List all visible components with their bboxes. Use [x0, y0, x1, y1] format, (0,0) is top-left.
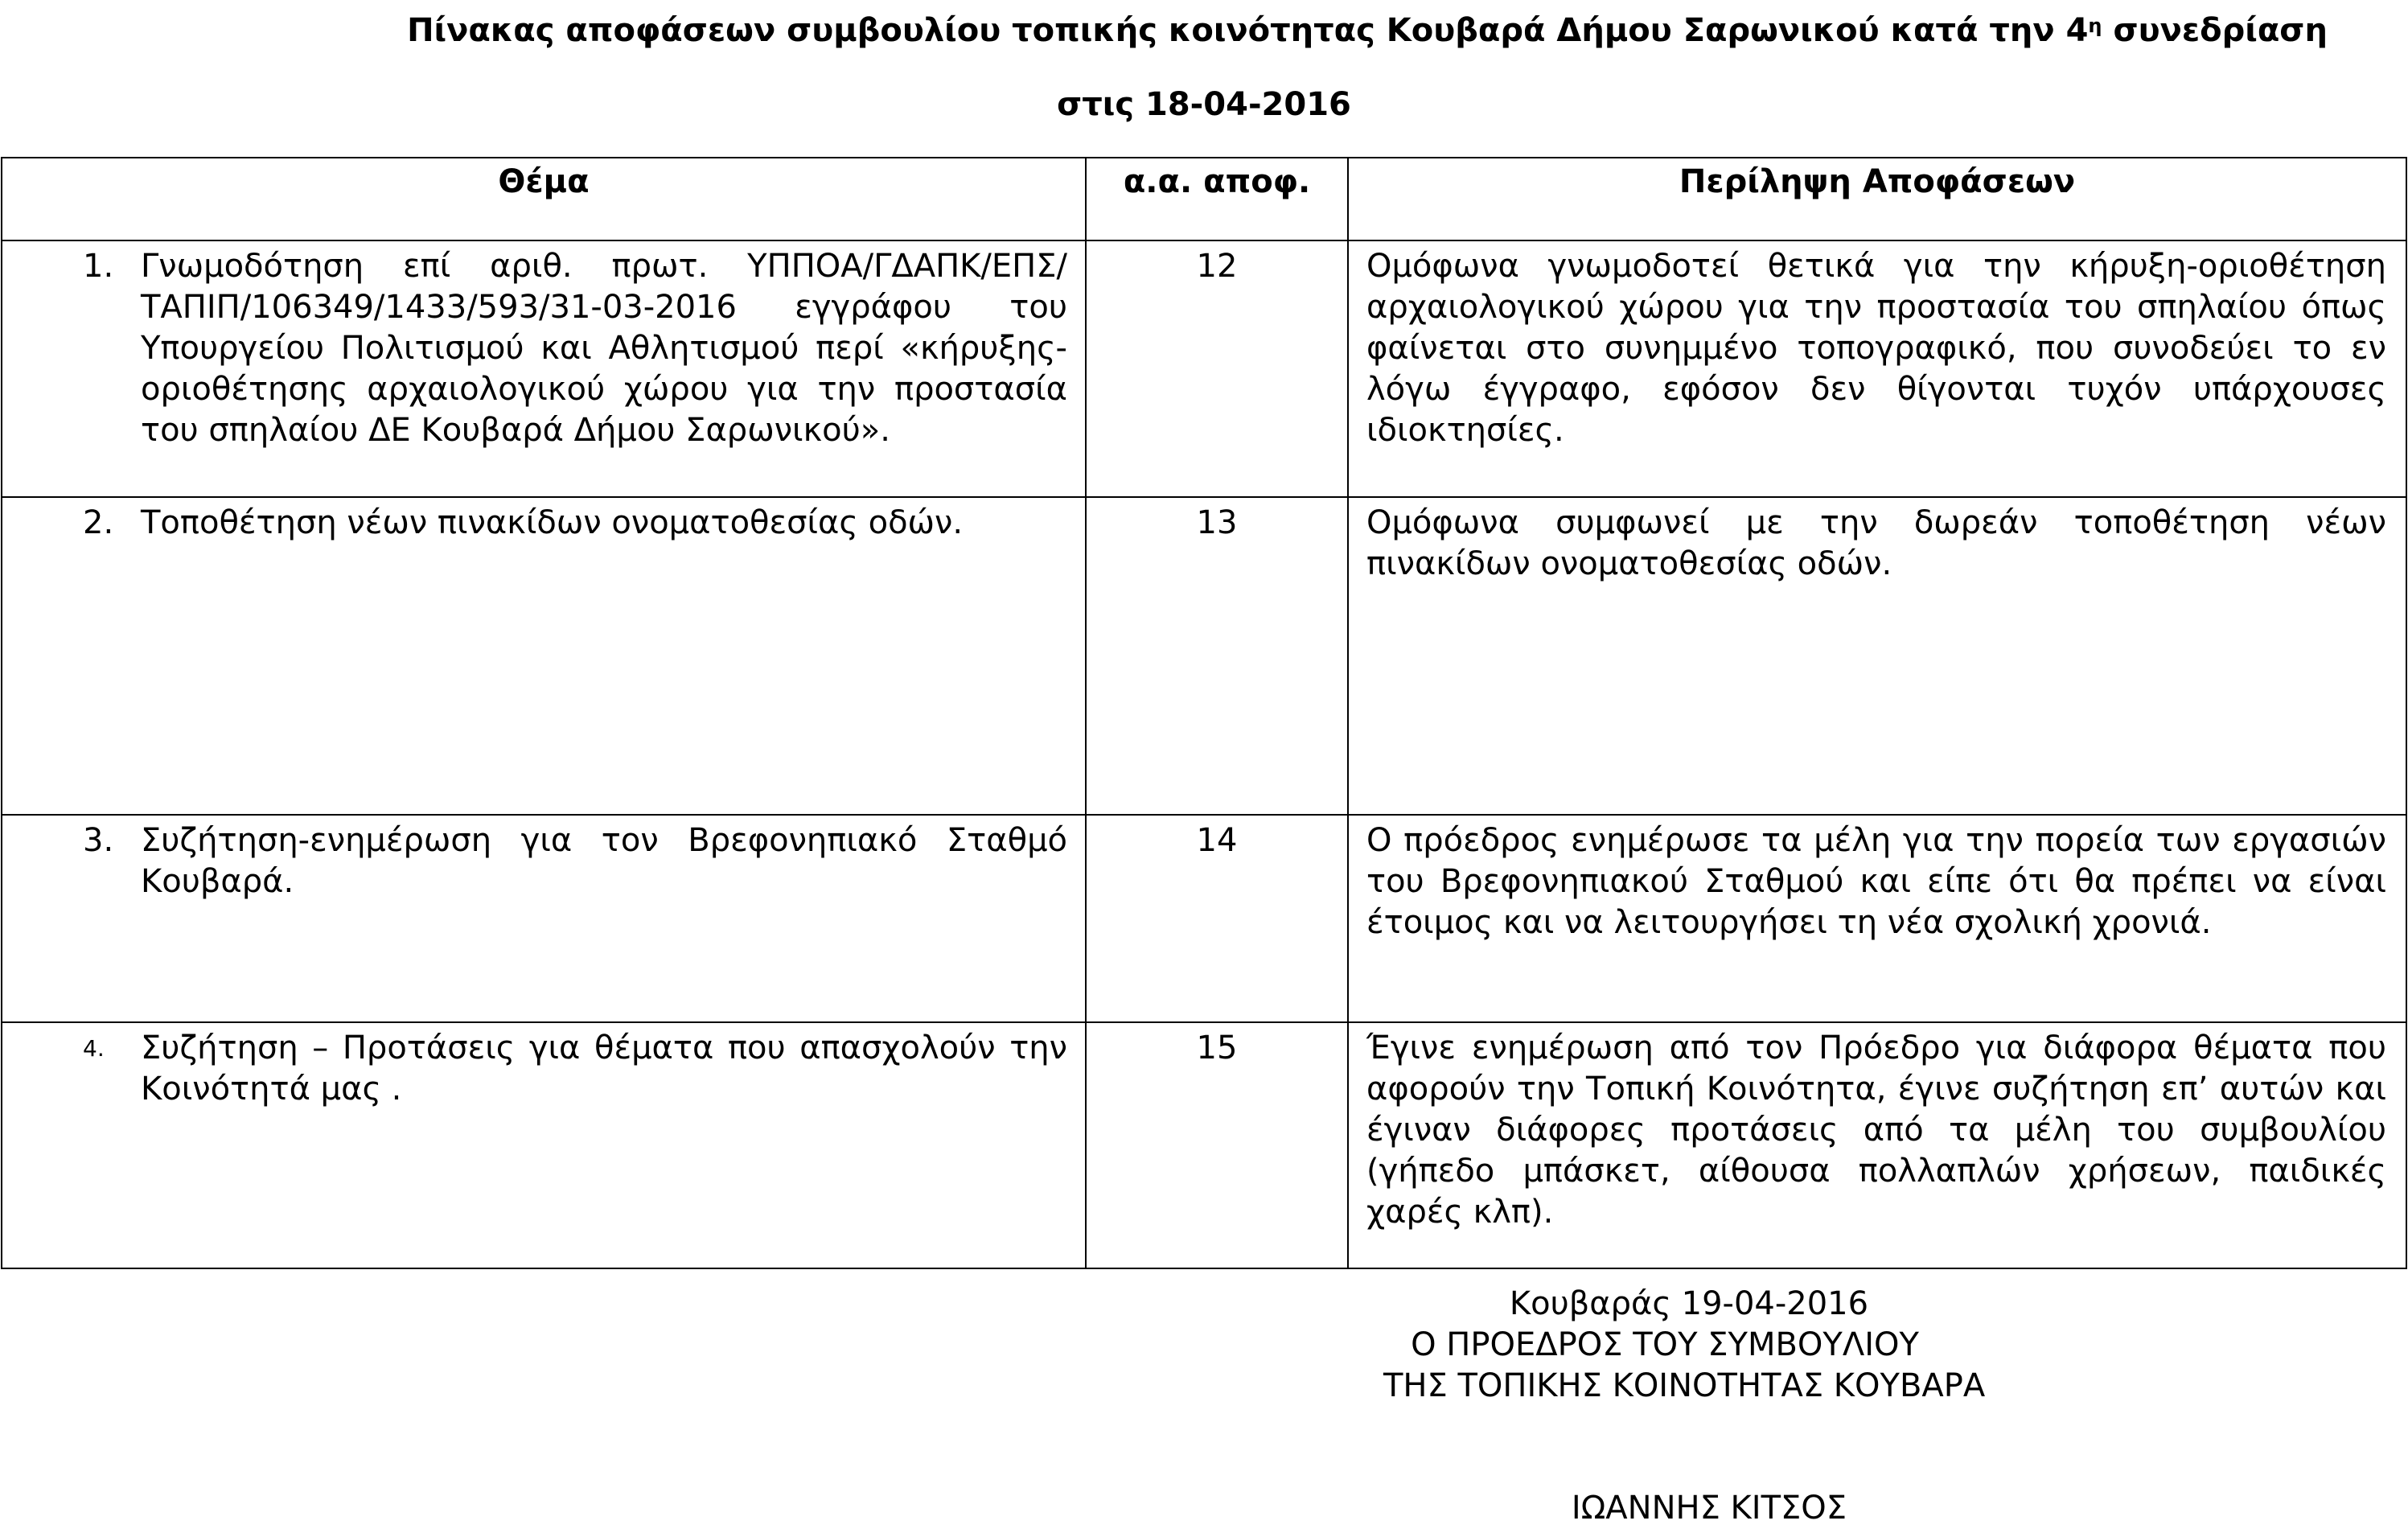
- document-title-suffix: συνεδρίαση: [2102, 12, 2328, 49]
- header-topic: Θέμα: [2, 158, 1086, 240]
- signature-place-date: Κουβαράς 19-04-2016: [1509, 1285, 1869, 1322]
- signature-role-line1: Ο ΠΡΟΕΔΡΟΣ ΤΟΥ ΣΥΜΒΟΥΛΙΟΥ: [1411, 1326, 1919, 1363]
- document-date: στις 18-04-2016: [1057, 86, 1351, 123]
- summary-cell: Ομόφωνα γνωμοδοτεί θετικά για την κήρυξη-οριοθέτηση αρχαιολογικού χώρου για την προστασία του σπηλαίου όπως φαίνεται στο συνημμένο τοπογραφικό, που συνοδεύει το εν λόγω έγγραφο, εφόσον δεν θίγονται τυχόν υπάρχουσες ιδιοκτησίες.: [1348, 240, 2406, 497]
- row-index: 4.: [83, 1035, 105, 1062]
- decision-number-cell: 13: [1086, 497, 1348, 815]
- topic-cell: [2, 497, 1086, 815]
- document-title: [407, 11, 2328, 50]
- header-decision-number: α.α. αποφ.: [1086, 158, 1348, 240]
- document-title-superscript: η: [2088, 14, 2102, 37]
- topic-cell: [2, 240, 1086, 497]
- decision-number-cell: 14: [1086, 815, 1348, 1022]
- signature-role-line2: ΤΗΣ ΤΟΠΙΚΗΣ ΚΟΙΝΟΤΗΤΑΣ ΚΟΥΒΑΡΑ: [1383, 1367, 1986, 1404]
- row-index: 2.: [83, 504, 114, 541]
- row-index: 1.: [83, 248, 114, 285]
- decisions-table: [1, 157, 2407, 1269]
- topic-text: Συζήτηση-ενημέρωση για τον Βρεφονηπιακό Σταθμό Κουβαρά.: [141, 822, 1067, 900]
- table-row: [2, 240, 2406, 497]
- summary-cell: Ο πρόεδρος ενημέρωσε τα μέλη για την πορεία των εργασιών του Βρεφονηπιακού Σταθμού και είπε ότι θα πρέπει να είναι έτοιμος και να λειτουργήσει τη νέα σχολική χρονιά.: [1348, 815, 2406, 1022]
- topic-text: Τοποθέτηση νέων πινακίδων ονοματοθεσίας οδών.: [141, 504, 964, 541]
- row-index: 3.: [83, 822, 114, 859]
- summary-cell: Έγινε ενημέρωση από τον Πρόεδρο για διάφορα θέματα που αφορούν την Τοπική Κοινότητα, έγινε συζήτηση επ’ αυτών και έγιναν διάφορες προτάσεις από τα μέλη του συμβουλίου (γήπεδο μπάσκετ, αίθουσα πολλαπλών χρήσεων, παιδικές χαρές κλπ).: [1348, 1022, 2406, 1268]
- topic-text: Γνωμοδότηση επί αριθ. πρωτ. ΥΠΠΟΑ/ΓΔΑΠΚ/ΕΠΣ/ΤΑΠΙΠ/106349/1433/593/31-03-2016 εγγράφου του Υπουργείου Πολιτισμού και Αθλητισμού περί «κήρυξης-οριοθέτησης αρχαιολογικού χώρου για την προστασία του σπηλαίου ΔΕ Κουβαρά Δήμου Σαρωνικού».: [141, 248, 1067, 449]
- table-row: [2, 1022, 2406, 1268]
- table-row: [2, 497, 2406, 815]
- header-summary: Περίληψη Αποφάσεων: [1348, 158, 2406, 240]
- decision-number-cell: 12: [1086, 240, 1348, 497]
- topic-cell: [2, 1022, 1086, 1268]
- topic-text: Συζήτηση – Προτάσεις για θέματα που απασχολούν την Κοινότητά μας .: [141, 1030, 1067, 1108]
- summary-cell: Ομόφωνα συμφωνεί με την δωρεάν τοποθέτηση νέων πινακίδων ονοματοθεσίας οδών.: [1348, 497, 2406, 815]
- decision-number-cell: 15: [1086, 1022, 1348, 1268]
- topic-cell: [2, 815, 1086, 1022]
- table-row: [2, 815, 2406, 1022]
- document-title-text: Πίνακας αποφάσεων συμβουλίου τοπικής κοινότητας Κουβαρά Δήμου Σαρωνικού κατά την 4: [407, 12, 2089, 49]
- table-header-row: [2, 158, 2406, 240]
- signature-name: ΙΩΑΝΝΗΣ ΚΙΤΣΟΣ: [1571, 1490, 1847, 1527]
